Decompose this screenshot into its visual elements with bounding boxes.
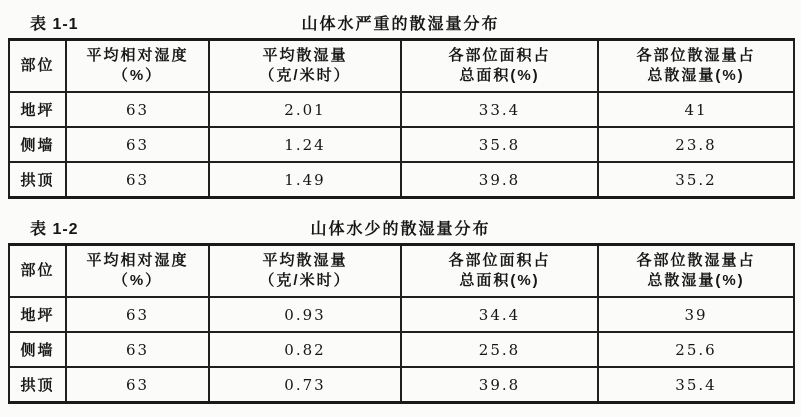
cell-moisture-pct: 39 — [598, 297, 794, 332]
table1-col-header-avg-humidity — [66, 40, 209, 93]
table-row — [9, 367, 794, 403]
header-unit: 总面积(%) — [459, 272, 540, 289]
header-text: 部位 — [20, 262, 55, 279]
cell-avg-moisture: 0.82 — [209, 332, 401, 367]
cell-moisture-pct: 35.2 — [598, 162, 794, 198]
row-label: 拱顶 — [9, 367, 66, 403]
header-unit: （克/米时） — [259, 272, 351, 289]
table2-caption-row — [8, 211, 793, 243]
cell-avg-humidity: 63 — [66, 332, 209, 367]
header-unit: 总散湿量(%) — [647, 272, 745, 289]
cell-avg-moisture: 0.93 — [209, 297, 401, 332]
cell-avg-moisture: 2.01 — [209, 92, 401, 127]
table1-caption: 表 1-1 — [30, 16, 79, 33]
row-label: 地坪 — [9, 92, 66, 127]
table2-title: 山体水少的散湿量分布 — [310, 221, 491, 238]
header-text: 平均散湿量 — [262, 47, 348, 64]
cell-area-pct: 34.4 — [401, 297, 598, 332]
table2-col-header-avg-moisture — [209, 245, 401, 298]
cell-area-pct: 39.8 — [401, 367, 598, 403]
cell-avg-humidity: 63 — [66, 92, 209, 127]
table2-col-header-part — [9, 245, 66, 298]
table-row — [9, 92, 794, 127]
header-text: 平均散湿量 — [262, 252, 348, 269]
table-row — [9, 127, 794, 162]
row-label: 侧墙 — [9, 332, 66, 367]
table2-col-header-avg-humidity — [66, 245, 209, 298]
cell-avg-humidity: 63 — [66, 367, 209, 403]
row-label: 地坪 — [9, 297, 66, 332]
header-text: 各部位面积占 — [448, 252, 551, 269]
header-text: 平均相对湿度 — [86, 47, 189, 64]
cell-avg-moisture: 0.73 — [209, 367, 401, 403]
table-severe-water — [8, 38, 795, 199]
table2-col-header-area-pct — [401, 245, 598, 298]
cell-moisture-pct: 25.6 — [598, 332, 794, 367]
table-little-water — [8, 243, 795, 404]
table1-col-header-area-pct — [401, 40, 598, 93]
cell-avg-humidity: 63 — [66, 127, 209, 162]
cell-area-pct: 35.8 — [401, 127, 598, 162]
cell-moisture-pct: 41 — [598, 92, 794, 127]
header-unit: （克/米时） — [259, 67, 351, 84]
header-text: 部位 — [20, 57, 55, 74]
cell-moisture-pct: 35.4 — [598, 367, 794, 403]
cell-avg-moisture: 1.49 — [209, 162, 401, 198]
header-text: 各部位面积占 — [448, 47, 551, 64]
header-text: 各部位散湿量占 — [636, 47, 756, 64]
table2-header-row — [9, 245, 794, 298]
table1-caption-row — [8, 6, 793, 38]
table1-col-header-part — [9, 40, 66, 93]
table1-title: 山体水严重的散湿量分布 — [301, 16, 500, 33]
header-unit: 总面积(%) — [459, 67, 540, 84]
row-label: 拱顶 — [9, 162, 66, 198]
cell-area-pct: 33.4 — [401, 92, 598, 127]
header-unit: （%） — [112, 272, 163, 289]
cell-moisture-pct: 23.8 — [598, 127, 794, 162]
cell-avg-moisture: 1.24 — [209, 127, 401, 162]
table-row — [9, 162, 794, 198]
cell-avg-humidity: 63 — [66, 162, 209, 198]
table-row — [9, 332, 794, 367]
cell-area-pct: 39.8 — [401, 162, 598, 198]
header-unit: （%） — [112, 67, 163, 84]
table2-col-header-moisture-pct — [598, 245, 794, 298]
cell-area-pct: 25.8 — [401, 332, 598, 367]
table1-col-header-avg-moisture — [209, 40, 401, 93]
cell-avg-humidity: 63 — [66, 297, 209, 332]
table-row — [9, 297, 794, 332]
table1-col-header-moisture-pct — [598, 40, 794, 93]
header-text: 各部位散湿量占 — [636, 252, 756, 269]
table1-header-row — [9, 40, 794, 93]
table2-caption: 表 1-2 — [30, 221, 79, 238]
header-text: 平均相对湿度 — [86, 252, 189, 269]
row-label: 侧墙 — [9, 127, 66, 162]
header-unit: 总散湿量(%) — [647, 67, 745, 84]
